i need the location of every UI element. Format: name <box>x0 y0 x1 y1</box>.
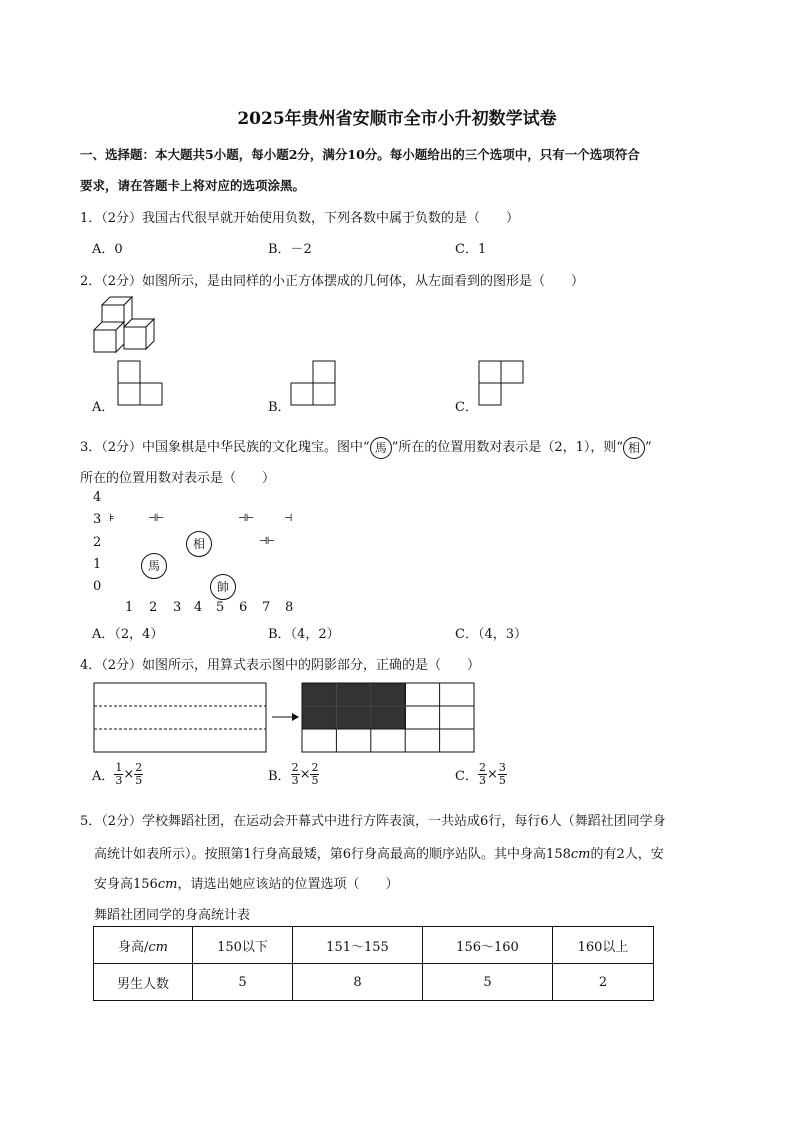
table-cell: 2 <box>553 964 654 1001</box>
q4-option-c[interactable] <box>455 762 507 787</box>
q4-option-b-frac1: $\frac{2}{3}$ <box>291 761 299 787</box>
xiang-piece-inline: 相 <box>623 437 645 459</box>
q4-option-a-label: A． <box>92 769 115 784</box>
y-label-2: 2 <box>93 535 102 550</box>
board-mark: ⊣ <box>284 513 292 524</box>
q1-option-a[interactable]: A．0 <box>92 242 123 257</box>
x-label-3: 3 <box>173 600 182 615</box>
q2-option-c[interactable]: C． <box>455 400 478 415</box>
x-label-7: 7 <box>262 600 271 615</box>
y-label-1: 1 <box>93 557 102 572</box>
table-title: 舞蹈社团同学的身高统计表 <box>94 908 251 923</box>
question-4-text: 4．（2分）如图所示，用算式表示图中的阴影部分，正确的是（ ） <box>80 658 481 673</box>
q4-option-c-label: C． <box>455 769 478 784</box>
fraction-figure <box>92 680 478 756</box>
q2-option-c-figure <box>478 360 526 408</box>
height-table <box>93 926 654 1001</box>
question-1-text: 1．（2分）我国古代很早就开始使用负数，下列各数中属于负数的是（ ） <box>80 211 520 226</box>
table-header-cell: 160以上 <box>553 927 654 964</box>
q1-option-c[interactable]: C．1 <box>455 242 487 257</box>
unit-cm: cm <box>157 877 178 892</box>
table-header-cell: 身高/cm <box>94 927 193 964</box>
board-mark: ⊣⊢ <box>148 513 164 524</box>
table-header-cell: 151～155 <box>293 927 423 964</box>
question-5-line2: 高统计如表所示）。按照第1行身高最矮，第6行身高最高的顺序站队。其中身高158cm的有2人，安 <box>94 847 664 862</box>
x-label-4: 4 <box>194 600 203 615</box>
table-header-cell: 156～160 <box>423 927 553 964</box>
x-label-1: 1 <box>125 600 134 615</box>
q3-option-a[interactable]: A．（2，4） <box>92 627 164 642</box>
y-label-4: 4 <box>93 490 102 505</box>
page-title: 2025年贵州省安顺市全市小升初数学试卷 <box>237 109 557 129</box>
cube-figure <box>90 292 160 356</box>
table-header-cell: 150以下 <box>193 927 293 964</box>
question-2-text: 2．（2分）如图所示，是由同样的小正方体摆成的几何体，从左面看到的图形是（ ） <box>80 274 585 289</box>
table-cell: 5 <box>423 964 553 1001</box>
x-label-8: 8 <box>285 600 294 615</box>
board-mark: ⊣⊢ <box>259 536 275 547</box>
table-cell: 8 <box>293 964 423 1001</box>
section-heading-line2: 要求，请在答题卡上将对应的选项涂黑。 <box>80 178 306 193</box>
times-sign: × <box>123 767 135 782</box>
question-5-line3: 安身高156cm，请选出她应该站的位置选项（ ） <box>94 877 399 892</box>
board-mark: ⊧ <box>109 513 114 524</box>
y-label-3: 3 <box>93 512 102 527</box>
ma-piece: 馬 <box>141 553 167 579</box>
q3-text-part-b: ”所在的位置用数对表示是（2，1），则“ <box>391 440 624 455</box>
question-5-line1: 5．（2分）学校舞蹈社团，在运动会开幕式中进行方阵表演，一共站成6行，每行6人（舞蹈社团同学身 <box>80 814 666 829</box>
table-row <box>94 964 654 1001</box>
q4-option-b[interactable] <box>268 762 319 787</box>
times-sign: × <box>299 767 311 782</box>
q3-text-part-a: 3．（2分）中国象棋是中华民族的文化瑰宝。图中“ <box>80 440 370 455</box>
q2-option-a[interactable]: A． <box>92 400 115 415</box>
shuai-piece: 帥 <box>210 574 236 600</box>
table-cell: 5 <box>193 964 293 1001</box>
ma-piece-inline: 馬 <box>370 437 392 459</box>
board-mark: ⊣⊢ <box>238 513 254 524</box>
table-cell: 男生人数 <box>94 964 193 1001</box>
q3-option-b[interactable]: B．（4，2） <box>268 627 340 642</box>
q4-option-c-frac2: $\frac{3}{5}$ <box>498 761 506 787</box>
q4-option-a-frac2: $\frac{2}{5}$ <box>135 761 143 787</box>
table-row <box>94 927 654 964</box>
xiang-piece: 相 <box>186 531 212 557</box>
y-label-0: 0 <box>93 579 102 594</box>
q4-option-a-frac1: $\frac{1}{3}$ <box>115 761 123 787</box>
question-3-text-line2: 所在的位置用数对表示是（ ） <box>80 471 276 486</box>
q4-option-b-frac2: $\frac{2}{5}$ <box>311 761 319 787</box>
q1-option-b[interactable]: B．－2 <box>268 242 312 257</box>
unit-cm: cm <box>570 847 591 862</box>
q3-text-part-c: ” <box>645 440 652 455</box>
q2-option-b[interactable]: B． <box>268 400 291 415</box>
times-sign: × <box>486 767 498 782</box>
section-heading-line1: 一、选择题：本大题共5小题，每小题2分，满分10分。每小题给出的三个选项中，只有一个选项符合 <box>80 147 640 162</box>
x-label-6: 6 <box>239 600 248 615</box>
x-label-5: 5 <box>216 600 225 615</box>
q2-option-a-figure <box>117 360 165 408</box>
q3-option-c[interactable]: C．（4，3） <box>455 627 527 642</box>
x-label-2: 2 <box>149 600 158 615</box>
q2-option-b-figure <box>290 360 338 408</box>
q4-option-c-frac1: $\frac{2}{3}$ <box>478 761 486 787</box>
q4-option-b-label: B． <box>268 769 291 784</box>
question-3-text <box>80 436 652 459</box>
q4-option-a[interactable] <box>92 762 143 787</box>
